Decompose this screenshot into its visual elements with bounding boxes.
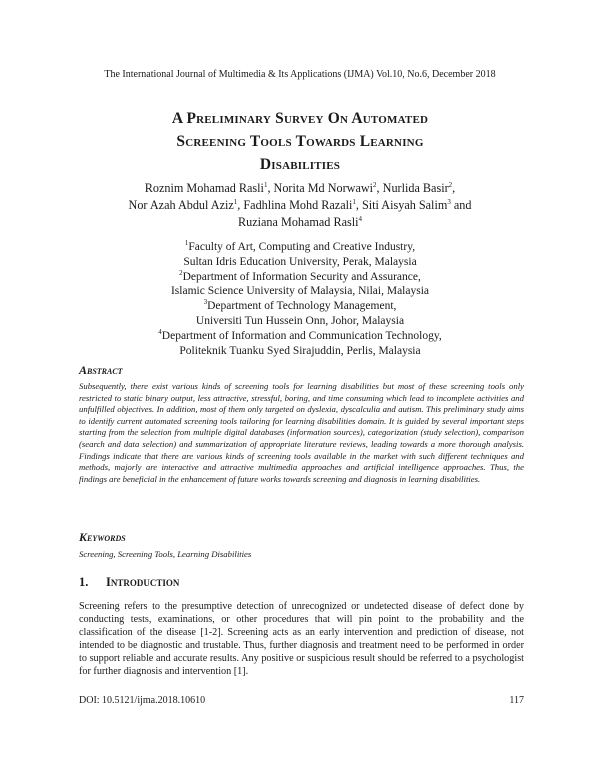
- affiliation-list: [60, 240, 540, 358]
- affiliation-line: Sultan Idris Education University, Perak, Malaysia: [183, 255, 417, 268]
- author-sep: and: [450, 198, 472, 212]
- affiliation-sup: 2: [179, 268, 183, 277]
- author-name: Nor Azah Abdul Aziz: [128, 198, 234, 212]
- affiliation-text: Faculty of Art, Computing and Creative Industry,: [188, 241, 416, 253]
- affiliation-line: Politeknik Tuanku Syed Sirajuddin, Perlis, Malaysia: [179, 344, 421, 357]
- author-name: Ruziana Mohamad Rasli: [238, 215, 359, 229]
- affiliation-line: [60, 299, 540, 314]
- affiliation-line: Universiti Tun Hussein Onn, Johor, Malaysia: [195, 314, 405, 327]
- author-name: , Nurlida Basir: [376, 181, 449, 195]
- affiliation-sup: 4: [158, 327, 162, 336]
- author-sup: 1: [352, 197, 356, 206]
- author-sup: 2: [448, 180, 453, 189]
- title-line: Disabilities: [259, 156, 341, 173]
- author-sup: 2: [373, 180, 377, 189]
- author-name: , Norita Md Norwawi: [267, 181, 374, 195]
- keywords-text: Screening, Screening Tools, Learning Disabilities: [79, 549, 252, 559]
- author-sep: ,: [452, 181, 456, 195]
- author-sup: 4: [358, 214, 362, 223]
- section-number: 1.: [79, 575, 89, 589]
- author-sup: 1: [233, 197, 238, 206]
- affiliation-sup: 3: [203, 298, 208, 307]
- running-head: The International Journal of Multimedia & Its Applications (IJMA) Vol.10, No.6, December 2018: [104, 69, 496, 80]
- affiliation-line: [60, 329, 540, 344]
- affiliation-line: Islamic Science University of Malaysia, Nilai, Malaysia: [170, 285, 430, 298]
- page-number: 117: [509, 695, 524, 706]
- affiliation-text: Department of Information and Communication Technology,: [161, 329, 442, 342]
- affiliation-text: Department of Information Security and Assurance,: [182, 270, 421, 283]
- author-line: [60, 214, 540, 231]
- affiliation-sup: 1: [184, 239, 189, 248]
- title-line: A Preliminary Survey On Automated: [171, 110, 429, 127]
- author-name: , Fadhlina Mohd Razali: [237, 198, 353, 212]
- doi: DOI: 10.5121/ijma.2018.10610: [79, 695, 206, 706]
- author-line: [60, 180, 540, 197]
- affiliation-line: [60, 240, 540, 255]
- paper-title: [60, 107, 540, 176]
- author-name: Roznim Mohamad Rasli: [144, 181, 264, 195]
- title-line: Screening Tools Towards Learning: [176, 133, 424, 150]
- author-line: [60, 197, 540, 214]
- abstract-text: Subsequently, there exist various kinds of screening tools for learning disabilities but most of these screening tools only restricted to static binary output, less attractive, stressful, boring, and time consuming which lead to incomplete activities and unfulfilled objectives. In addition, most of them only targeted on dyslexia, dyscalculia and autism. This preliminary study aims to identify current automated screening tools tailoring for learning disabilities domain. It is guided by several important steps starting from the selection from multiple digital databases (information sources), categorization (study selection), comparison (search and data selection) and summarization of appropriate literature reviews, leading towards a more thorough analysis. Findings indicate that there are various kinds of screening tools available in the market with such different techniques and methods, majorly are interactive and attractive multimedia approaches and artificial intelligence approaches. Thus, the findings are beneficial in the enhancement of future works towards screening and diagnosis in learning disabilities.: [79, 381, 524, 484]
- affiliation-line: [60, 270, 540, 285]
- keywords-heading: Keywords: [79, 530, 126, 544]
- author-sup: 1: [263, 180, 268, 189]
- affiliation-text: Department of Technology Management,: [207, 300, 397, 313]
- introduction-text: Screening refers to the presumptive detection of unrecognized or undetected disease of defect done by conducting tests, examinations, or other procedures that will pin point to the probability and the classification of the disease [1-2]. Screening acts as an early intervention and prediction of disease, not intended to be diagnostic and trustable. Thus, further diagnosis and treatment need to be performed in order to support reliable and accurate results. Any positive or suspicious result should be referred to a psychologist for further diagnosis and intervention [1].: [79, 601, 524, 678]
- section-title: Introduction: [106, 575, 180, 589]
- abstract-heading: Abstract: [79, 363, 123, 377]
- introduction-heading: [79, 575, 179, 590]
- author-name: , Siti Aisyah Salim: [355, 198, 448, 212]
- author-sup: 3: [447, 197, 451, 206]
- author-list: [60, 180, 540, 231]
